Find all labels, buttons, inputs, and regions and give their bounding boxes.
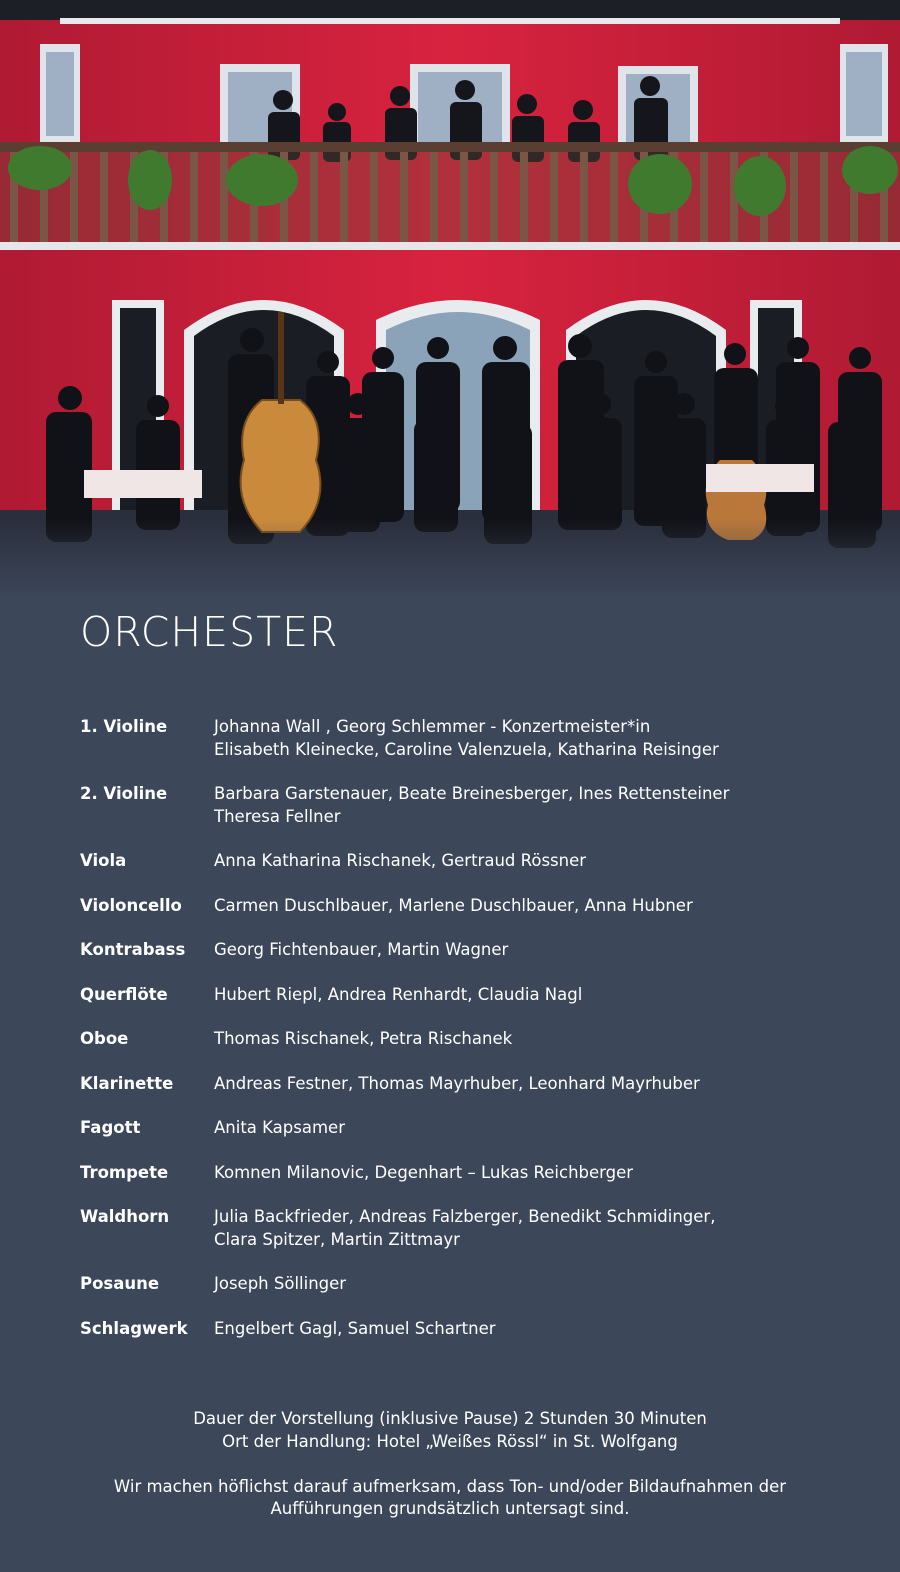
page-title: ORCHESTER	[80, 608, 339, 656]
musician-names	[214, 716, 719, 761]
instrument-label: Oboe	[80, 1029, 129, 1048]
names-line: Thomas Rischanek, Petra Rischanek	[214, 1029, 513, 1048]
names-line: Hubert Riepl, Andrea Renhardt, Claudia Nagl	[214, 984, 583, 1004]
instrument-label: 2. Violine	[80, 784, 168, 803]
spacer	[0, 1453, 900, 1476]
names-line: Johanna Wall , Georg Schlemmer - Konzertmeister*in	[214, 717, 651, 736]
roster-row-trompete	[80, 1162, 840, 1185]
instrument-label: Viola	[80, 851, 127, 870]
musician-names	[214, 984, 582, 1007]
names-line: Clara Spitzer, Martin Zittmayr	[214, 1229, 460, 1249]
instrument-label: Trompete	[80, 1162, 169, 1182]
roster-row-waldhorn	[80, 1206, 840, 1251]
roster-row-viola	[80, 850, 840, 873]
names-line: Anna Katharina Rischanek, Gertraud Rössner	[214, 851, 587, 870]
performance-info	[0, 1408, 900, 1521]
names-line: Anita Kapsamer	[214, 1118, 345, 1137]
names-line: Barbara Garstenauer, Beate Breinesberger, Ines Rettensteiner	[214, 784, 730, 803]
names-line: Carmen Duschlbauer, Marlene Duschlbauer, Anna Hubner	[214, 895, 693, 915]
instrument-label: Violoncello	[80, 895, 182, 915]
musician-names	[214, 1273, 346, 1296]
roster-row-posaune	[80, 1273, 840, 1296]
musician-names	[214, 1073, 700, 1096]
musician-names	[214, 1162, 633, 1185]
musician-names	[214, 783, 729, 828]
names-line: Andreas Festner, Thomas Mayrhuber, Leonhard Mayrhuber	[214, 1073, 700, 1093]
roster-row-oboe	[80, 1028, 840, 1051]
names-line: Engelbert Gagl, Samuel Schartner	[214, 1318, 496, 1338]
musician-names	[214, 1206, 715, 1251]
musician-names	[214, 1318, 496, 1341]
musician-names	[214, 895, 693, 918]
instrument-label: Querflöte	[80, 984, 168, 1004]
roster-row-violoncello	[80, 895, 840, 918]
names-line: Julia Backfrieder, Andreas Falzberger, Benedikt Schmidinger,	[214, 1207, 716, 1226]
musician-names	[214, 850, 586, 873]
names-line: Theresa Fellner	[214, 806, 341, 826]
orchestra-roster	[80, 716, 840, 1362]
roster-row-kontrabass	[80, 939, 840, 962]
musician-names	[214, 939, 508, 962]
names-line: Georg Fichtenbauer, Martin Wagner	[214, 940, 509, 959]
instrument-label: Waldhorn	[80, 1207, 170, 1226]
duration-text: Dauer der Vorstellung (inklusive Pause) 2 Stunden 30 Minuten	[193, 1409, 707, 1428]
instrument-label: Kontrabass	[80, 940, 186, 959]
musician-names	[214, 1117, 345, 1140]
musician-names	[214, 1028, 512, 1051]
names-line: Elisabeth Kleinecke, Caroline Valenzuela, Katharina Reisinger	[214, 739, 719, 759]
roster-row-querfloete	[80, 984, 840, 1007]
roster-row-schlagwerk	[80, 1318, 840, 1341]
names-line: Komnen Milanovic, Degenhart – Lukas Reichberger	[214, 1162, 634, 1182]
instrument-label: Schlagwerk	[80, 1318, 188, 1338]
names-line: Joseph Söllinger	[214, 1274, 347, 1293]
orchestra-group-photo-icon	[0, 0, 900, 600]
recording-notice-line-2: Aufführungen grundsätzlich untersagt sind.	[270, 1499, 630, 1518]
roster-row-violine-1	[80, 716, 840, 761]
instrument-label: Klarinette	[80, 1073, 174, 1093]
roster-row-klarinette	[80, 1073, 840, 1096]
recording-notice-line-1: Wir machen höflichst darauf aufmerksam, dass Ton- und/oder Bildaufnahmen der	[113, 1476, 787, 1496]
instrument-label: 1. Violine	[80, 717, 168, 736]
instrument-label: Fagott	[80, 1118, 141, 1137]
orchestra-photo	[0, 0, 900, 600]
roster-row-fagott	[80, 1117, 840, 1140]
location-text: Ort der Handlung: Hotel „Weißes Rössl“ in St. Wolfgang	[222, 1431, 678, 1451]
roster-row-violine-2	[80, 783, 840, 828]
instrument-label: Posaune	[80, 1274, 160, 1293]
